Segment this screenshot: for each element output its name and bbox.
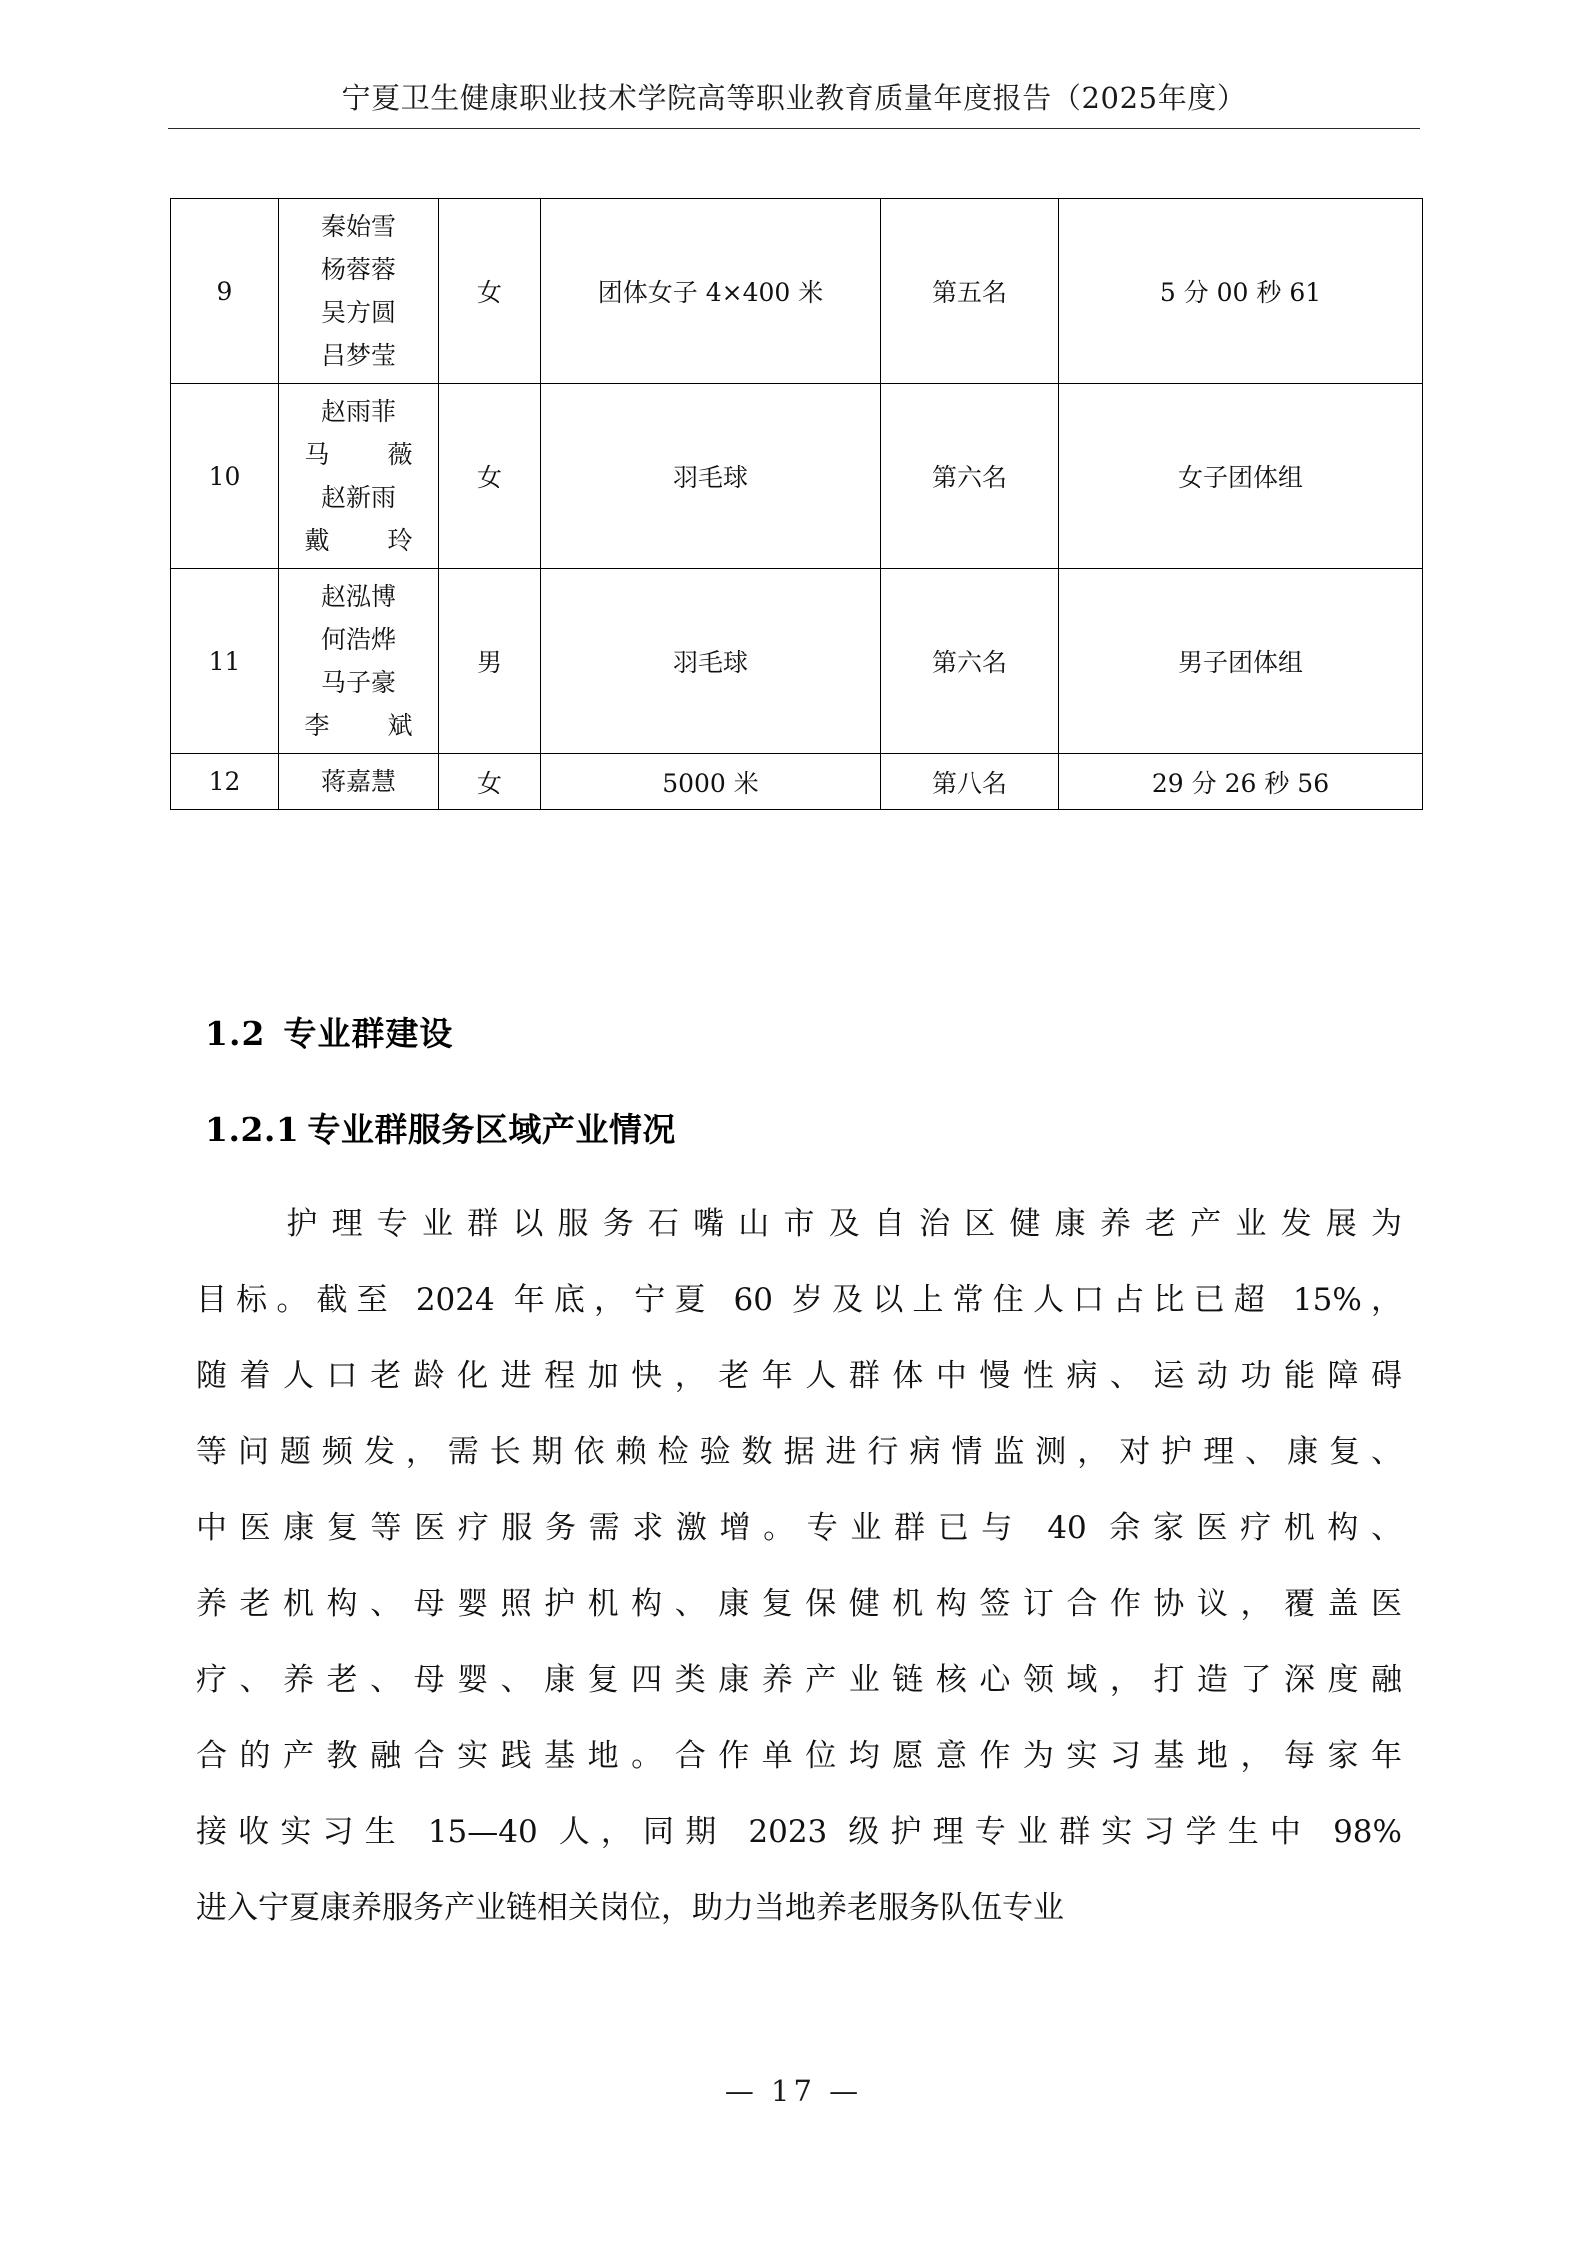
cell-score: 29 分 26 秒 56 (1059, 754, 1423, 810)
athlete-name: 赵新雨 (320, 483, 396, 512)
subsection-heading-title: 专业群服务区域产业情况 (307, 1110, 676, 1149)
paragraph-line: 疗、养老、母婴、康复四类康养产业链核心领域，打造了深度融 (196, 1662, 1402, 1698)
cell-sex: 女 (439, 384, 541, 569)
header-divider (168, 128, 1420, 129)
athlete-name: 吴方圆 (320, 298, 396, 327)
subsection-heading-number: 1.2.1 (205, 1110, 300, 1149)
athlete-name: 秦始雪 (320, 212, 396, 241)
athlete-name-list (281, 390, 436, 562)
cell-score: 女子团体组 (1059, 384, 1423, 569)
section-heading-title: 专业群建设 (283, 1014, 454, 1053)
page-footer: — 17 — (724, 2074, 863, 2108)
cell-sex: 女 (439, 754, 541, 810)
paragraph-line: 中医康复等医疗服务需求激增。专业群已与 40 余家医疗机构、 (196, 1510, 1402, 1546)
athlete-name: 戴玲 (304, 526, 413, 555)
paragraph-line: 养老机构、母婴照护机构、康复保健机构签订合作协议，覆盖医 (196, 1586, 1402, 1622)
paragraph-line: 进入宁夏康养服务产业链相关岗位，助力当地养老服务队伍专业 (196, 1890, 1064, 1926)
athlete-name-list (281, 205, 436, 377)
cell-event: 5000 米 (541, 754, 881, 810)
subsection-heading (205, 1104, 676, 1151)
cell-names (279, 384, 439, 569)
running-header (168, 76, 1420, 129)
cell-no: 9 (171, 199, 279, 384)
cell-rank: 第六名 (881, 569, 1059, 754)
athlete-name: 马薇 (304, 440, 413, 469)
cell-names (279, 754, 439, 810)
paragraph-line: 等问题频发，需长期依赖检验数据进行病情监测，对护理、康复、 (196, 1434, 1402, 1470)
cell-rank: 第六名 (881, 384, 1059, 569)
running-header-title: 宁夏卫生健康职业技术学院高等职业教育质量年度报告（2025年度） (341, 81, 1247, 115)
table-row (171, 199, 1423, 384)
table-row (171, 754, 1423, 810)
athlete-name: 杨蓉蓉 (320, 255, 396, 284)
cell-event: 羽毛球 (541, 569, 881, 754)
athlete-name: 李斌 (304, 711, 413, 740)
athlete-name-list (281, 760, 436, 803)
paragraph-line: 接收实习生 15—40 人，同期 2023 级护理专业群实习学生中 98% (196, 1814, 1402, 1850)
paragraph-line: 合的产教融合实践基地。合作单位均愿意作为实习基地，每家年 (196, 1738, 1402, 1774)
cell-sex: 男 (439, 569, 541, 754)
paragraph-line: 目标。截至 2024 年底，宁夏 60 岁及以上常住人口占比已超 15%， (196, 1282, 1402, 1318)
table-row (171, 569, 1423, 754)
paragraph-line: 护理专业群以服务石嘴山市及自治区健康养老产业发展为 (196, 1206, 1402, 1242)
cell-score: 男子团体组 (1059, 569, 1423, 754)
cell-rank: 第五名 (881, 199, 1059, 384)
athlete-name: 马子豪 (320, 668, 396, 697)
cell-score: 5 分 00 秒 61 (1059, 199, 1423, 384)
table-row (171, 384, 1423, 569)
cell-event: 羽毛球 (541, 384, 881, 569)
cell-names (279, 199, 439, 384)
sports-results-table (170, 198, 1423, 810)
section-heading (205, 1008, 453, 1055)
paragraph-line: 随着人口老龄化进程加快，老年人群体中慢性病、运动功能障碍 (196, 1358, 1402, 1394)
athlete-name: 赵泓博 (320, 582, 396, 611)
athlete-name: 蒋嘉慧 (320, 767, 396, 796)
athlete-name: 吕梦莹 (320, 341, 396, 370)
athlete-name: 赵雨菲 (320, 397, 396, 426)
athlete-name-list (281, 575, 436, 747)
section-heading-number: 1.2 (205, 1014, 266, 1053)
sports-results-table-wrapper (170, 198, 1422, 810)
cell-no: 10 (171, 384, 279, 569)
cell-rank: 第八名 (881, 754, 1059, 810)
cell-names (279, 569, 439, 754)
cell-no: 12 (171, 754, 279, 810)
cell-event: 团体女子 4×400 米 (541, 199, 881, 384)
cell-no: 11 (171, 569, 279, 754)
body-paragraph (196, 1186, 1402, 1946)
cell-sex: 女 (439, 199, 541, 384)
athlete-name: 何浩烨 (320, 625, 396, 654)
